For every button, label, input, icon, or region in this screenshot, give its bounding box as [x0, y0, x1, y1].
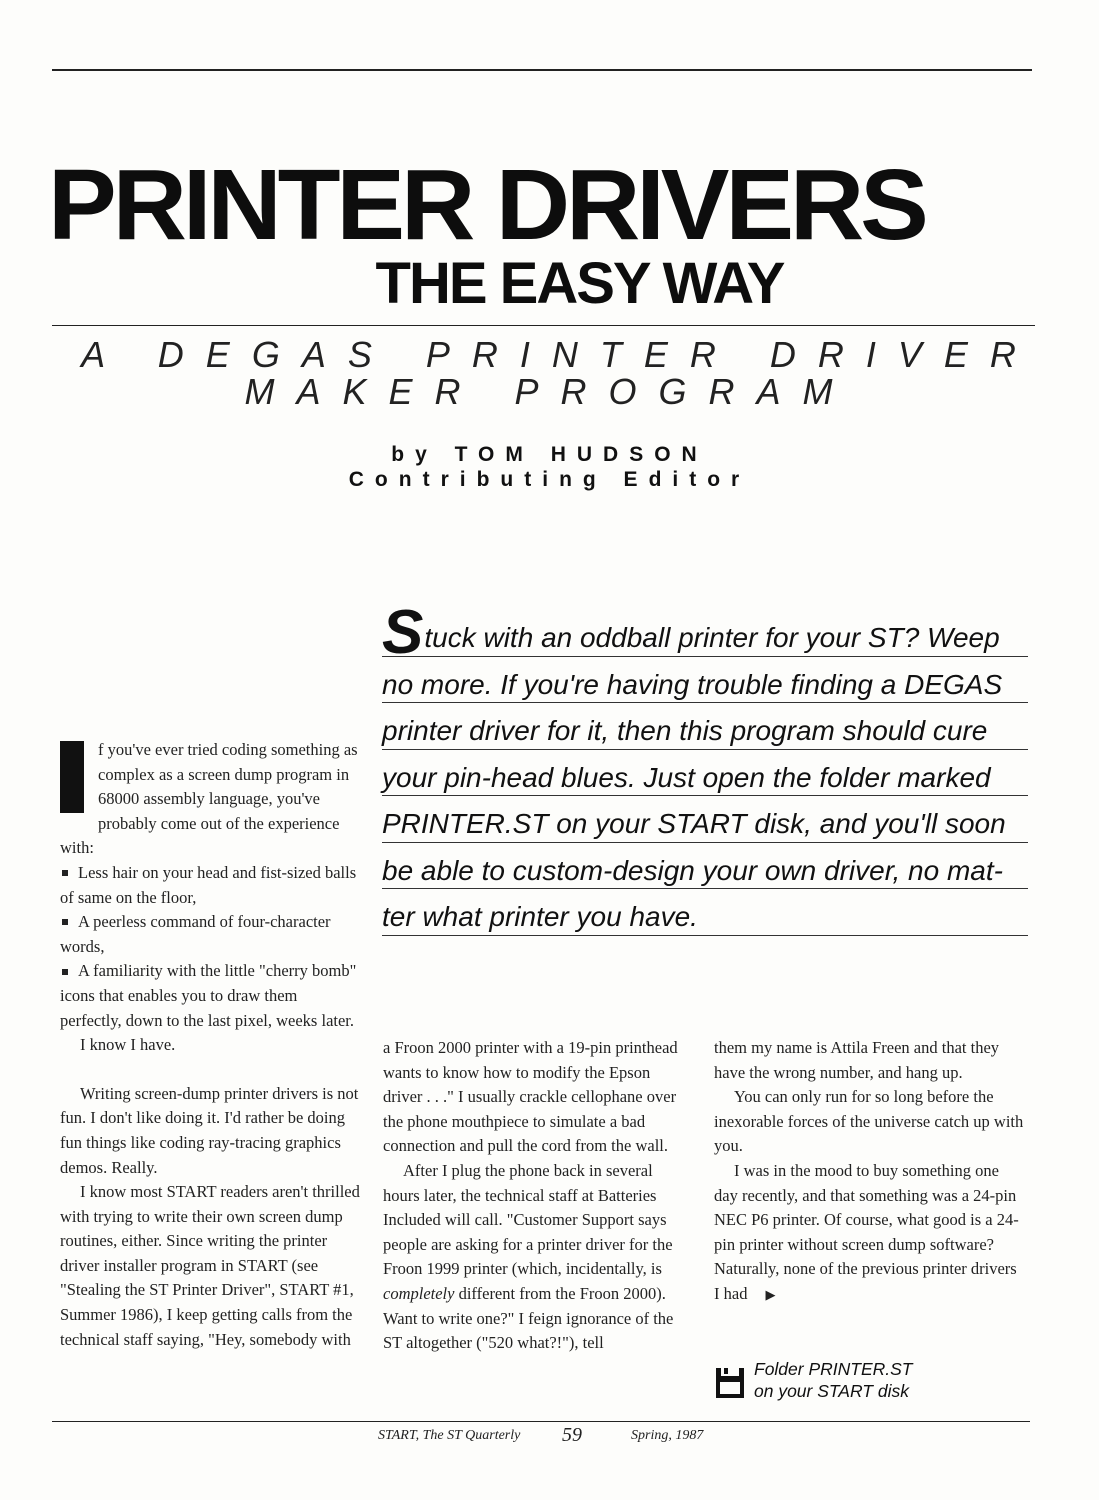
footer-issue: Spring, 1987: [631, 1428, 704, 1443]
paragraph: You can only run for so long before the inexorable forces of the universe catch up with you.: [714, 1087, 1024, 1156]
paragraph: I know I have.: [80, 1035, 176, 1055]
paragraph: Writing screen-dump printer drivers is not fun. I don't like doing it. I'd rather be doing fun things like coding ray-tracing graphics demos. Really.: [60, 1083, 359, 1177]
disk-note-line: on your START disk: [754, 1381, 909, 1401]
bullet-item: A peerless command of four-character words,: [60, 910, 362, 959]
dropcap-block: [60, 741, 84, 813]
paragraph-text: I was in the mood to buy something one day recently, and that something was a 24-pin NEC P6 printer. Of course, what good is a 24-pin printer without screen dump software? Naturally, none of the previous printer drivers I had: [714, 1160, 1019, 1303]
bullet-item: A familiarity with the little "cherry bomb" icons that enables you to draw them perfectly, down to the last pixel, weeks later.: [60, 959, 362, 1033]
intro-line: be able to custom-design your own driver, no mat-: [382, 843, 1028, 890]
paragraph: [714, 1159, 1024, 1309]
top-rule: [52, 69, 1032, 71]
paragraph: a Froon 2000 printer with a 19-pin printhead wants to know how to modify the Epson driver . . ." I usually crackle cellophane over the phone mouthpiece to simulate a bad connection and pull the cord from the wall.: [383, 1038, 678, 1156]
body-column-3: [714, 1036, 1024, 1309]
intro-line: ter what printer you have.: [382, 889, 1028, 936]
floppy-disk-icon: [716, 1366, 744, 1398]
lead-paragraph: f you've ever tried coding something as complex as a screen dump program in 68000 assembly language, you've probably come out of the experience with:: [60, 740, 358, 858]
disk-note-text: [754, 1358, 913, 1402]
body-column-1: [60, 738, 362, 1352]
section-gap: [60, 1058, 362, 1082]
headline-rule: [52, 325, 1035, 326]
continue-arrow-icon: ▶: [765, 1287, 776, 1303]
paragraph: I know most START readers aren't thrilled with trying to write their own screen dump routines, either. Since writing the printer driver installer program in START (see "Stealing the ST Printer Driver", START #1, Summer 1986), I keep getting calls from the technical staff saying, "Hey, somebody with: [60, 1182, 360, 1349]
intro-line: [382, 598, 1028, 667]
paragraph: them my name is Attila Freen and that they have the wrong number, and hang up.: [714, 1038, 1000, 1082]
intro-deck: [382, 598, 1028, 936]
bullet-item: Less hair on your head and fist-sized balls of same on the floor,: [60, 861, 362, 910]
intro-line: PRINTER.ST on your START disk, and you'll soon: [382, 796, 1028, 843]
intro-line-text: tuck with an oddball printer for your ST? Weep: [424, 622, 1000, 653]
headline: PRINTER DRIVERS: [48, 149, 925, 261]
page-number: 59: [562, 1424, 582, 1446]
footer-publication: START, The ST Quarterly: [378, 1428, 521, 1443]
subheading-line-2: MAKER PROGRAM: [244, 371, 855, 412]
body-column-2: [383, 1036, 693, 1356]
headline-sub: THE EASY WAY: [375, 251, 784, 316]
intro-line: no more. If you're having trouble finding a DEGAS: [382, 657, 1028, 704]
paragraph-text: After I plug the phone back in several hours later, the technical staff at Batteries Included will call. "Customer Support says people are asking for a printer driver for the Froon 1999 printer (which, incidentally, is: [383, 1160, 673, 1279]
emphasis: completely: [383, 1283, 455, 1303]
intro-line: your pin-head blues. Just open the folder marked: [382, 750, 1028, 797]
paragraph: [383, 1159, 693, 1356]
intro-line: printer driver for it, then this program should cure: [382, 703, 1028, 750]
subheading-line-1: A DEGAS PRINTER DRIVER: [81, 334, 1038, 375]
paragraph-text: different from the Froon 2000). Want to write one?" I feign ignorance of the ST altogether ("520 what?!"), tell: [383, 1283, 674, 1353]
footer-rule: [52, 1421, 1030, 1422]
byline-role: Contributing Editor: [348, 468, 751, 491]
disk-note-line: Folder PRINTER.ST: [754, 1359, 913, 1379]
disk-note: [716, 1358, 1026, 1408]
intro-dropcap: S: [382, 598, 424, 667]
footer: [0, 1424, 1099, 1454]
byline-author: by TOM HUDSON: [391, 443, 708, 466]
